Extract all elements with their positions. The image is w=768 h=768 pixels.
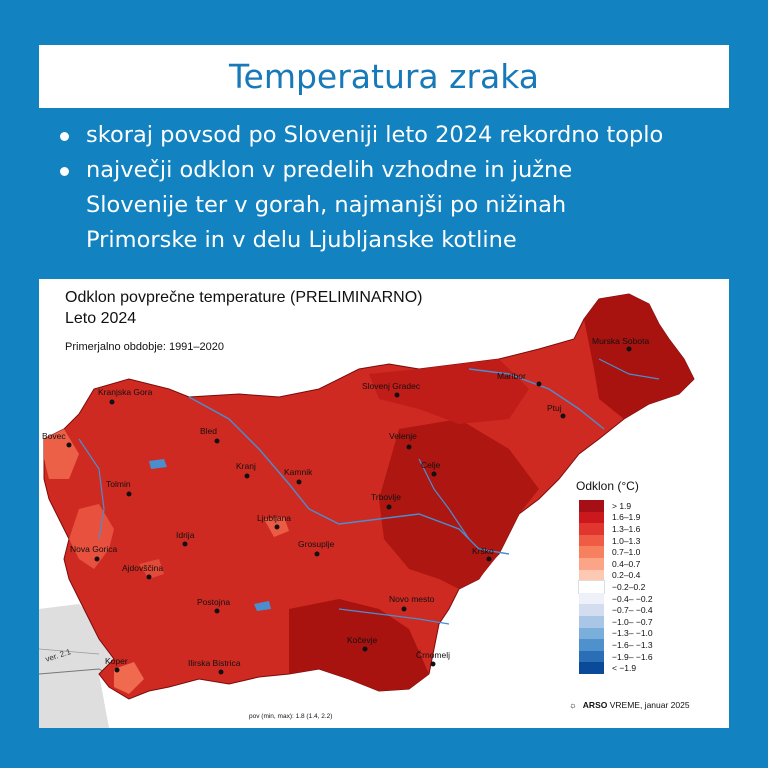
city-dot [95,557,100,562]
legend-swatch [579,581,604,593]
legend-label: −1.6– −1.3 [612,639,653,650]
city-dot [147,575,152,580]
legend-label: < −1.9 [612,663,637,674]
city-label: Postojna [197,597,231,607]
page-title: Temperatura zraka [228,57,540,96]
legend-swatch [579,500,604,512]
city-label: Ilirska Bistrica [188,658,241,668]
legend-label: −0.4– −0.2 [612,593,653,604]
city-dot [215,609,220,614]
city-label: Kamnik [284,467,313,477]
city-label: Murska Sobota [592,336,650,346]
city-dot [487,557,492,562]
city-label: Koper [105,656,128,666]
legend-row [579,604,653,616]
city-dot [297,480,302,485]
city-label: Bovec [42,431,66,441]
city-dot [127,492,132,497]
legend-row [579,558,653,570]
legend-label: 0.7–1.0 [612,547,641,558]
credit-text: VREME, januar 2025 [609,700,690,710]
city-label: Velenje [389,431,417,441]
credit-brand: ARSO [582,700,608,710]
legend-swatch [579,570,604,582]
map-title: Odklon povprečne temperature (PRELIMINARNO) Leto 2024 [65,289,423,327]
legend [579,500,653,674]
city-label: Ptuj [547,403,562,413]
title-banner [39,45,729,108]
city-dot [245,474,250,479]
city-label: Maribor [497,371,526,381]
city-dot [431,662,436,667]
legend-swatch [579,523,604,535]
legend-swatch [579,512,604,524]
legend-row [579,593,653,605]
city-label: Trbovlje [371,492,401,502]
city-dot [387,505,392,510]
city-dot [275,525,280,530]
city-label: Grosuplje [298,539,335,549]
legend-label: −1.3– −1.0 [612,628,653,639]
city-dot [215,439,220,444]
city-label: Tolmin [106,479,131,489]
city-label: Črnomelj [416,650,451,660]
legend-swatch [579,558,604,570]
version-label: ver. 2.1 [44,647,72,664]
legend-row [579,535,653,547]
legend-row [579,523,653,535]
city-label: Kranjska Gora [98,387,153,397]
legend-swatch [579,651,604,663]
city-dot [315,552,320,557]
legend-swatch [579,535,604,547]
legend-label: 1.0–1.3 [612,535,641,546]
city-dot [219,670,224,675]
legend-row [579,662,653,674]
map-panel [39,279,729,728]
city-dot [627,347,632,352]
legend-label: > 1.9 [612,500,632,511]
credit [569,700,690,710]
legend-label: 1.6–1.9 [612,512,641,523]
city-dot [115,668,120,673]
legend-swatch [579,639,604,651]
city-dot [561,414,566,419]
legend-row [579,628,653,640]
bullet-item: največji odklon v predelih vzhodne in južne Slovenije ter v gorah, najmanjši po nižinah Primorske in v delu Ljubljanske kotline [58,153,646,258]
city-dot [432,472,437,477]
city-label: Ajdovščina [122,563,164,573]
legend-swatch [579,616,604,628]
city-label: Bled [200,426,218,436]
city-label: Kočevje [347,635,378,645]
legend-row [579,500,653,512]
city-label: Krško [472,546,494,556]
city-label: Kranj [236,461,256,471]
legend-label: 1.3–1.6 [612,523,641,534]
bullet-dot-icon [60,132,69,141]
legend-swatch [579,546,604,558]
legend-label: −0.7– −0.4 [612,605,653,616]
legend-row [579,639,653,651]
city-label: Ljubljana [257,513,292,523]
footer-note: pov (min, max): 1.8 (1.4, 2.2) [249,713,333,720]
legend-row [579,651,653,663]
legend-label: −1.0– −0.7 [612,616,653,627]
city-label: Idrija [176,530,195,540]
legend-swatch [579,593,604,605]
city-label: Celje [421,460,441,470]
city-dot [183,542,188,547]
sun-icon: ☼ [569,700,577,710]
city-dot [395,393,400,398]
legend-label: −1.9– −1.6 [612,651,653,662]
city-dot [110,400,115,405]
city-dot [407,445,412,450]
legend-label: 0.4–0.7 [612,558,641,569]
city-dot [537,382,542,387]
legend-label: 0.2–0.4 [612,570,641,581]
legend-title: Odklon (°C) [576,479,639,493]
legend-swatch [579,662,604,674]
legend-row [579,581,653,593]
city-label: Novo mesto [389,594,435,604]
city-label: Nova Gorica [70,544,118,554]
legend-swatch [579,628,604,640]
bullet-list [58,118,748,258]
legend-row [579,570,653,582]
legend-row [579,616,653,628]
legend-label: −0.2–0.2 [612,581,646,592]
legend-row [579,546,653,558]
city-label: Slovenj Gradec [362,381,421,391]
legend-row [579,512,653,524]
bullet-dot-icon [60,167,69,176]
legend-swatch [579,604,604,616]
city-dot [363,647,368,652]
city-dot [402,607,407,612]
bullet-item: skoraj povsod po Sloveniji leto 2024 rekordno toplo [58,118,748,153]
city-dot [67,443,72,448]
map-subtitle: Primerjalno obdobje: 1991–2020 [65,341,225,353]
